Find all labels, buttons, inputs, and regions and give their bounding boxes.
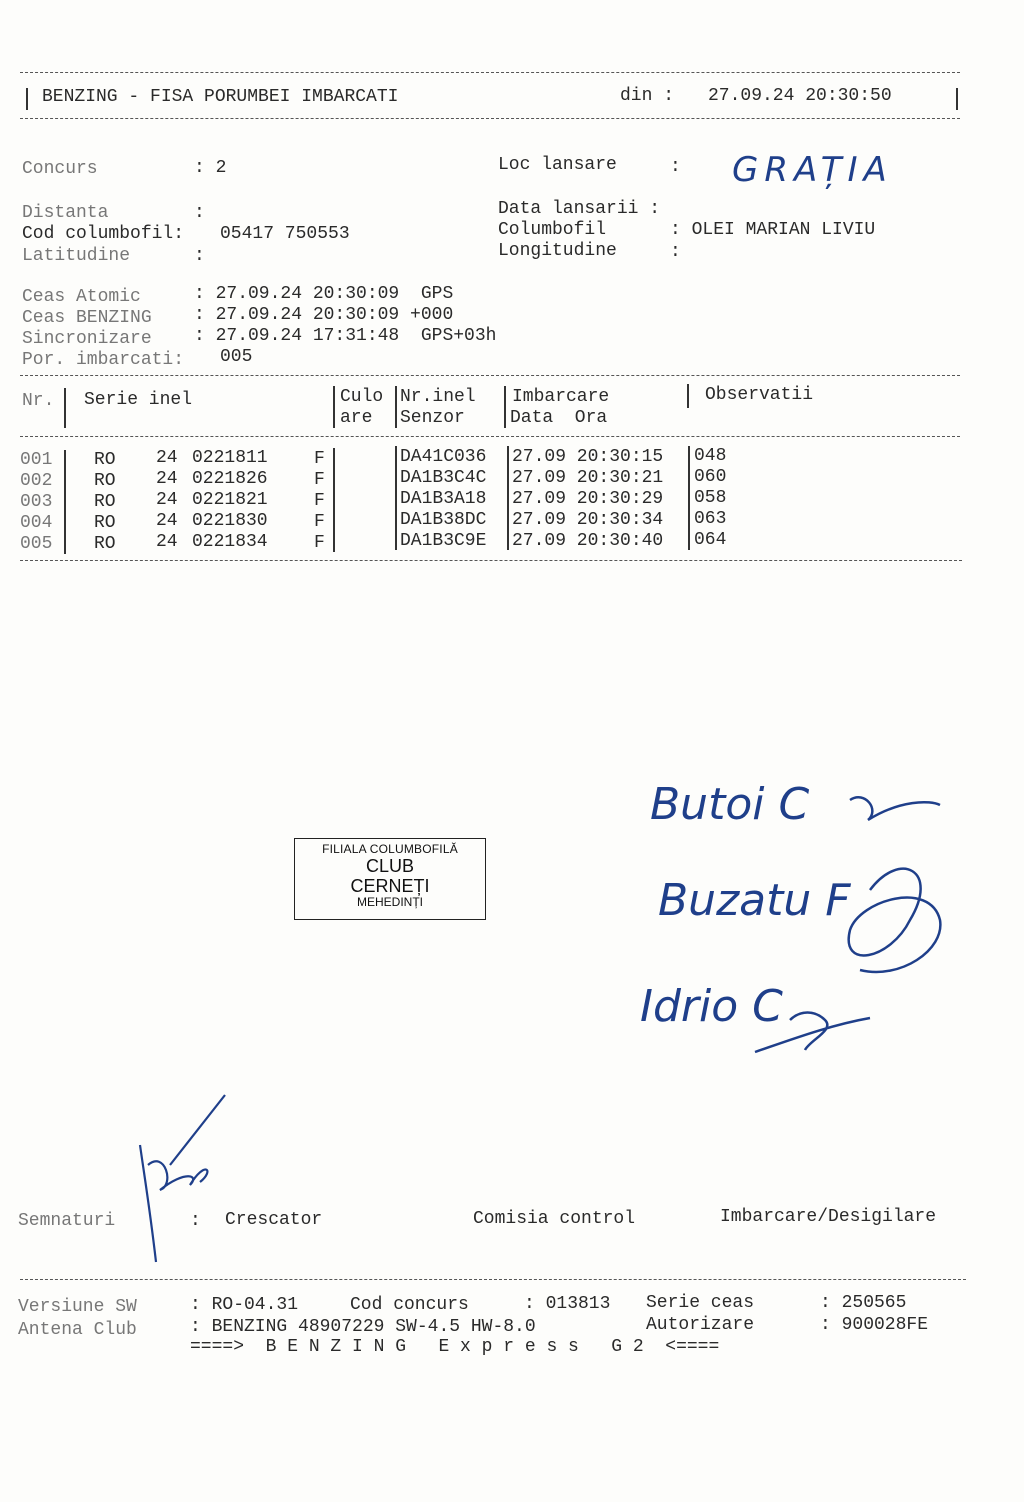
table-bottom-rule	[20, 560, 962, 561]
benzing-express-line: ====> B E N Z I N G E x p r e s s G 2 <====	[190, 1337, 720, 1357]
row-an: 24	[156, 532, 178, 552]
row-observatii: 060	[694, 467, 727, 487]
ceas-atomic-value: : 27.09.24 20:30:09 GPS	[194, 284, 454, 304]
distanta-label: Distanta	[22, 203, 109, 223]
row-an: 24	[156, 469, 178, 489]
row-sex: F	[314, 512, 325, 532]
row-inel: 0221811	[192, 448, 268, 468]
concurs-label: Concurs	[22, 159, 98, 179]
col-divider	[504, 386, 506, 428]
col-header-imbarcare-1: Imbarcare	[512, 387, 610, 407]
row-senzor: DA1B3A18	[400, 489, 487, 509]
longitudine-value: :	[670, 242, 681, 262]
row-nr: 002	[20, 471, 53, 491]
row-data-ora: 27.09 20:30:29	[512, 489, 664, 509]
col-header-nr: Nr.	[22, 391, 55, 411]
row-data-ora: 27.09 20:30:34	[512, 510, 664, 530]
semnaturi-colon: :	[190, 1211, 201, 1231]
versiune-value: : RO-04.31	[190, 1295, 299, 1315]
row-divider	[333, 448, 335, 552]
row-serie: RO	[94, 534, 116, 554]
loc-lansare-colon: :	[670, 157, 681, 177]
ceas-benzing-label: Ceas BENZING	[22, 308, 152, 328]
col-divider	[687, 384, 689, 408]
stamp-line: MEHEDINȚI	[357, 895, 423, 909]
serie-ceas-label: Serie ceas	[646, 1293, 755, 1313]
data-lansarii-label: Data lansarii :	[498, 199, 661, 219]
row-senzor: DA1B3C4C	[400, 468, 487, 488]
row-serie: RO	[94, 513, 116, 533]
club-stamp	[294, 838, 486, 920]
footer-rule	[20, 1279, 966, 1280]
row-data-ora: 27.09 20:30:21	[512, 468, 664, 488]
concurs-value: : 2	[194, 158, 227, 178]
columbofil-label: Columbofil	[498, 220, 607, 240]
loc-lansare-handwritten: GRAȚIA	[732, 150, 893, 190]
commission-signatures-scribble	[640, 770, 960, 1070]
row-nr: 005	[20, 534, 53, 554]
row-divider	[64, 450, 66, 554]
row-senzor: DA1B3C9E	[400, 531, 487, 551]
row-an: 24	[156, 490, 178, 510]
row-divider	[688, 446, 690, 550]
table-header-rule	[20, 436, 960, 437]
row-sex: F	[314, 470, 325, 490]
latitudine-value: :	[194, 246, 205, 266]
row-data-ora: 27.09 20:30:15	[512, 447, 664, 467]
row-observatii: 058	[694, 488, 727, 508]
row-observatii: 063	[694, 509, 727, 529]
row-serie: RO	[94, 471, 116, 491]
col-divider	[64, 388, 66, 428]
porumbei-imbarcati-value: 005	[220, 347, 253, 367]
col-header-nrinel-2: Senzor	[400, 408, 465, 428]
autorizare-value: : 900028FE	[820, 1315, 929, 1335]
signature-crescator: Crescator	[225, 1210, 323, 1230]
col-header-serie: Serie inel	[84, 390, 193, 410]
document-title: BENZING - FISA PORUMBEI IMBARCATI	[42, 87, 399, 107]
col-header-culoare-1: Culo	[340, 387, 384, 407]
header-left-bar	[26, 88, 28, 110]
stamp-line: FILIALA COLUMBOFILĂ	[322, 842, 458, 856]
row-sex: F	[314, 491, 325, 511]
row-nr: 004	[20, 513, 53, 533]
porumbei-imbarcati-label: Por. imbarcati:	[22, 350, 185, 370]
col-divider	[333, 386, 335, 428]
ceas-atomic-label: Ceas Atomic	[22, 287, 141, 307]
antena-label: Antena Club	[18, 1320, 137, 1340]
row-inel: 0221826	[192, 469, 268, 489]
col-divider	[395, 386, 397, 428]
row-observatii: 048	[694, 446, 727, 466]
breeder-signature-icon	[130, 1090, 240, 1270]
row-sex: F	[314, 533, 325, 553]
din-value: 27.09.24 20:30:50	[708, 86, 892, 106]
header-top-rule	[20, 72, 960, 73]
col-header-culoare-2: are	[340, 408, 373, 428]
sincronizare-value: : 27.09.24 17:31:48 GPS+03h	[194, 326, 497, 346]
row-serie: RO	[94, 450, 116, 470]
row-inel: 0221821	[192, 490, 268, 510]
ceas-benzing-value: : 27.09.24 20:30:09 +000	[194, 305, 454, 325]
cod-columbofil-value: 05417 750553	[220, 224, 350, 244]
latitudine-label: Latitudine	[22, 246, 131, 266]
header-right-bar	[956, 88, 958, 110]
versiune-label: Versiune SW	[18, 1297, 137, 1317]
columbofil-value: : OLEI MARIAN LIVIU	[670, 220, 876, 240]
stamp-line: CERNEȚI	[350, 876, 430, 896]
row-divider	[507, 446, 509, 550]
autorizare-label: Autorizare	[646, 1315, 755, 1335]
row-senzor: DA41C036	[400, 447, 487, 467]
row-data-ora: 27.09 20:30:40	[512, 531, 664, 551]
row-divider	[395, 446, 397, 550]
din-label: din :	[620, 86, 675, 106]
cod-concurs-value: : 013813	[524, 1294, 611, 1314]
semnaturi-label: Semnaturi	[18, 1211, 116, 1231]
distanta-value: :	[194, 203, 205, 223]
loc-lansare-label: Loc lansare	[498, 155, 617, 175]
row-nr: 003	[20, 492, 53, 512]
row-nr: 001	[20, 450, 53, 470]
row-inel: 0221830	[192, 511, 268, 531]
row-an: 24	[156, 511, 178, 531]
longitudine-label: Longitudine	[498, 241, 617, 261]
row-an: 24	[156, 448, 178, 468]
cod-columbofil-label: Cod columbofil:	[22, 224, 185, 244]
antena-value: : BENZING 48907229 SW-4.5 HW-8.0	[190, 1317, 536, 1337]
col-header-observatii: Observatii	[705, 385, 814, 405]
col-header-imbarcare-2: Data Ora	[510, 408, 608, 428]
row-senzor: DA1B38DC	[400, 510, 487, 530]
col-header-nrinel-1: Nr.inel	[400, 387, 476, 407]
handwritten-name: Idrio C	[640, 981, 783, 1032]
stamp-line: CLUB	[365, 856, 414, 876]
table-top-rule	[20, 375, 960, 376]
row-observatii: 064	[694, 530, 727, 550]
signature-comisia: Comisia control	[473, 1209, 636, 1229]
header-bottom-rule	[20, 118, 960, 119]
serie-ceas-value: : 250565	[820, 1293, 907, 1313]
sincronizare-label: Sincronizare	[22, 329, 152, 349]
row-sex: F	[314, 449, 325, 469]
signature-imbarcare: Imbarcare/Desigilare	[720, 1207, 937, 1227]
cod-concurs-label: Cod concurs	[350, 1295, 469, 1315]
handwritten-name: Buzatu F	[658, 875, 851, 926]
row-inel: 0221834	[192, 532, 268, 552]
handwritten-name: Butoi C	[650, 779, 810, 830]
row-serie: RO	[94, 492, 116, 512]
